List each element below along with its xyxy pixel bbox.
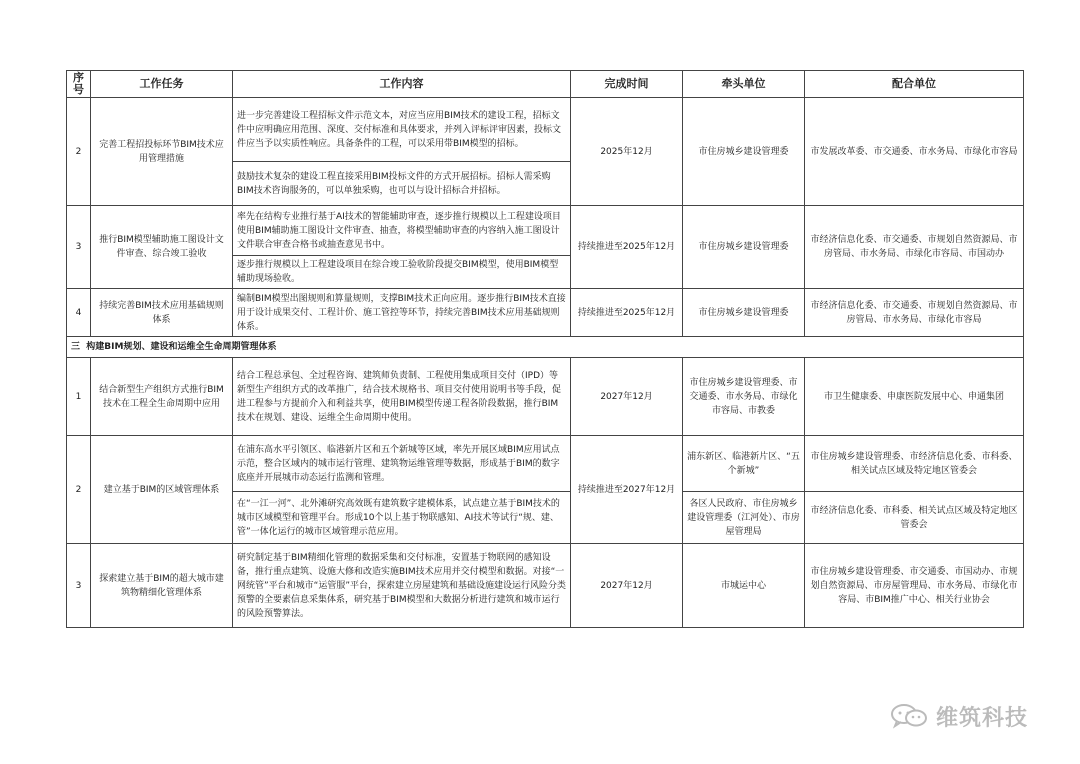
header-task: 工作任务 [91,71,233,98]
task-cell: 推行BIM模型辅助施工图设计文件审查、综合竣工验收 [91,206,233,289]
section-row [67,337,1024,358]
content-cell: 在“一江一河”、北外滩研究高效既有建筑数字建模体系，试点建立基于BIM技术的城市区域模型和管理平台。形成10个以上基于物联感知、AI技术等试行“规、建、管”一体化运行的城市区域管理示范应用。 [233,492,571,544]
task-cell: 探索建立基于BIM的超大城市建筑物精细化管理体系 [91,544,233,628]
lead-cell: 市住房城乡建设管理委 [683,206,805,289]
section-number: 三 [71,342,81,352]
content-cell: 进一步完善建设工程招标文件示范文本，对应当应用BIM技术的建设工程，招标文件中应明确应用范围、深度、交付标准和具体要求，并列入评标评审因素，投标文件应当予以实质性响应。具备条件的工程，可以采用带BIM模型的招标。 [233,98,571,162]
seq-cell: 4 [67,289,91,337]
seq-cell: 2 [67,436,91,544]
content-cell: 研究制定基于BIM精细化管理的数据采集和交付标准，安置基于物联网的感知设备，推行重点建筑、设施大修和改造实施BIM技术应用并交付模型和数据。对接“一网统管”平台和城市“运管服”平台，探索建立房屋建筑和基础设施建设运行风险分类预警的全要素信息采集体系，研究基于BIM模型和大数据分析进行建筑和城市运行的风险预警算法。 [233,544,571,628]
task-cell: 完善工程招投标环节BIM技术应用管理措施 [91,98,233,206]
time-cell: 2025年12月 [571,98,683,206]
lead-cell: 市住房城乡建设管理委 [683,289,805,337]
task-cell: 建立基于BIM的区域管理体系 [91,436,233,544]
table-row [67,98,1024,162]
time-cell: 2027年12月 [571,358,683,436]
header-lead: 牵头单位 [683,71,805,98]
time-cell: 持续推进至2025年12月 [571,206,683,289]
header-seq: 序号 [67,71,91,98]
coop-cell: 市住房城乡建设管理委、市交通委、市国动办、市规划自然资源局、市房屋管理局、市水务局、市绿化市容局、市BIM推广中心、相关行业协会 [805,544,1024,628]
header-time: 完成时间 [571,71,683,98]
coop-cell: 市经济信息化委、市交通委、市规划自然资源局、市房管局、市水务局、市绿化市容局 [805,289,1024,337]
section-title: 构建BIM规划、建设和运维全生命周期管理体系 [86,342,277,352]
task-cell: 持续完善BIM技术应用基础规则体系 [91,289,233,337]
header-coop: 配合单位 [805,71,1024,98]
seq-cell: 3 [67,544,91,628]
seq-cell: 3 [67,206,91,289]
task-table [66,70,1024,628]
wechat-icon [890,703,928,729]
table-row [67,206,1024,256]
content-cell: 逐步推行规模以上工程建设项目在综合竣工验收阶段提交BIM模型，使用BIM模型辅助现场验收。 [233,256,571,289]
content-cell: 编制BIM模型出图规则和算量规则，支撑BIM技术正向应用。逐步推行BIM技术直接用于设计成果交付、工程计价、施工管控等环节，持续完善BIM技术应用基础规则体系。 [233,289,571,337]
lead-cell: 浦东新区、临港新片区、“五个新城” [683,436,805,492]
coop-cell: 市发展改革委、市交通委、市水务局、市绿化市容局 [805,98,1024,206]
brand-name: 维筑科技 [936,705,1029,731]
header-content: 工作内容 [233,71,571,98]
content-cell: 率先在结构专业推行基于AI技术的智能辅助审查，逐步推行规模以上工程建设项目使用BIM辅助施工图设计文件审查、抽查，将模型辅助审查的内容纳入施工图设计文件联合审查合格书或抽查意见书中。 [233,206,571,256]
table-row [67,544,1024,628]
section-heading [67,337,1024,358]
coop-cell: 市住房城乡建设管理委、市经济信息化委、市科委、相关试点区域及特定地区管委会 [805,436,1024,492]
content-cell: 鼓励技术复杂的建设工程直接采用BIM投标文件的方式开展招标。招标人需采购BIM技术咨询服务的，可以单独采购，也可以与设计招标合并招标。 [233,162,571,206]
lead-cell: 市住房城乡建设管理委 [683,98,805,206]
content-cell: 结合工程总承包、全过程咨询、建筑师负责制、工程使用集成项目交付（IPD）等新型生产组织方式的改革推广，结合技术规格书、项目交付使用说明书等手段，促进工程参与方提前介入和利益共享，使用BIM模型传递工程各阶段数据，推行BIM技术在规划、建设、运维全生命周期中使用。 [233,358,571,436]
content-cell: 在浦东高水平引领区、临港新片区和五个新城等区域，率先开展区域BIM应用试点示范，整合区域内的城市运行管理、建筑物运维管理等数据，形成基于BIM的数字底座并开展城市动态运行监测和管理。 [233,436,571,492]
header-row [67,71,1024,98]
time-cell: 持续推进至2027年12月 [571,436,683,544]
time-cell: 2027年12月 [571,544,683,628]
time-cell: 持续推进至2025年12月 [571,289,683,337]
task-cell: 结合新型生产组织方式推行BIM技术在工程全生命周期中应用 [91,358,233,436]
lead-cell: 市城运中心 [683,544,805,628]
watermark-brand [890,700,1028,732]
seq-cell: 1 [67,358,91,436]
table-row [67,289,1024,337]
table-row [67,358,1024,436]
coop-cell: 市经济信息化委、市科委、相关试点区域及特定地区管委会 [805,492,1024,544]
seq-cell: 2 [67,98,91,206]
lead-cell: 各区人民政府、市住房城乡建设管理委（江河处）、市房屋管理局 [683,492,805,544]
lead-cell: 市住房城乡建设管理委、市交通委、市水务局、市绿化市容局、市教委 [683,358,805,436]
table-row [67,436,1024,492]
coop-cell: 市卫生健康委、申康医院发展中心、申通集团 [805,358,1024,436]
coop-cell: 市经济信息化委、市交通委、市规划自然资源局、市房管局、市水务局、市绿化市容局、市国动办 [805,206,1024,289]
